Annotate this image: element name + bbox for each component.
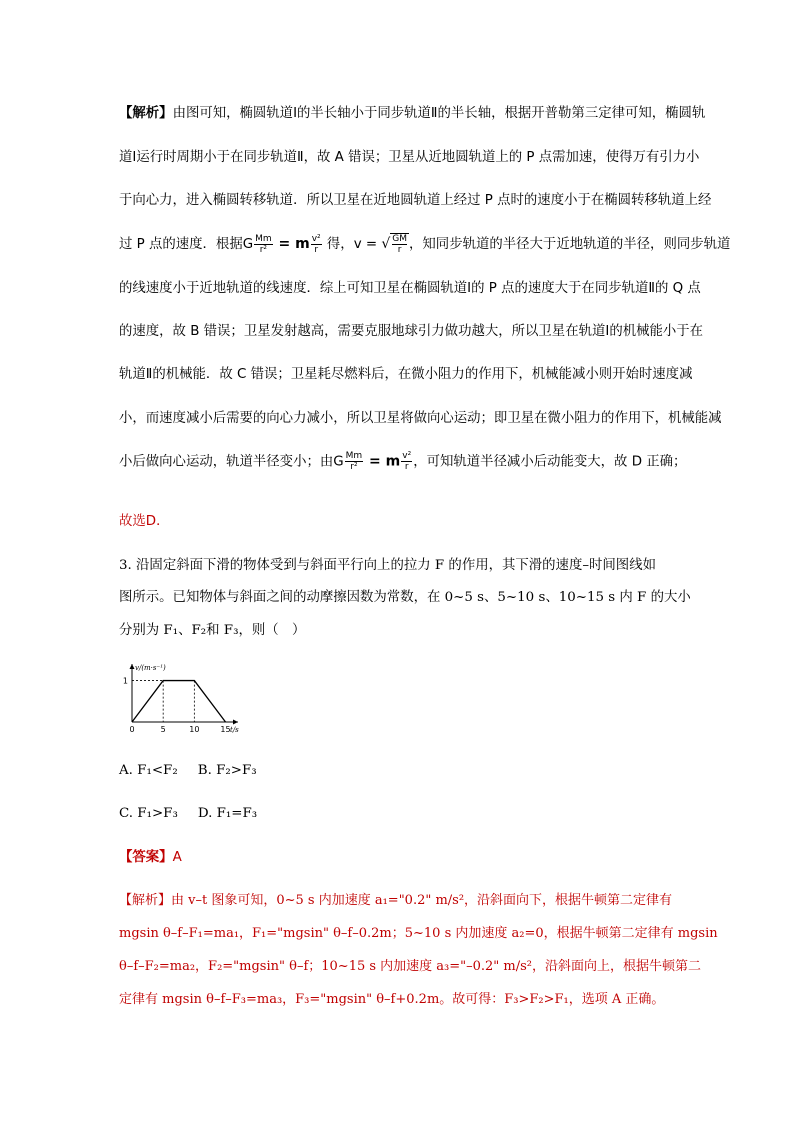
analysis2-line3: θ–f–F₂=ma₂，F₂="mgsin" θ–f；10~15 s 内加速度 a₃="–0.2" m/s²，沿斜面向上，根据牛顿第二 xyxy=(119,959,702,974)
x-axis-label: t/s xyxy=(230,726,239,734)
analysis-label: 【解析】 xyxy=(119,106,173,121)
velocity-series-line xyxy=(132,681,226,722)
option-d[interactable]: D. F₁=F₃ xyxy=(197,806,258,821)
answer-choice-d: 故选D． xyxy=(119,514,170,529)
question3-line2: 图所示。已知物体与斜面之间的动摩擦因数为常数，在 0~5 s、5~10 s、10~15 s 内 F 的大小 xyxy=(119,590,691,605)
x-tick-label: 0 xyxy=(129,725,135,734)
analysis1-line6: 的速度，故 B 错误；卫星发射越高，需要克服地球引力做功越大，所以卫星在轨道Ⅰ的机械能小于在 xyxy=(119,324,704,339)
analysis1-line4: 过 P 点的速度．根据G $\frac{Mm}{\text{r²}}$ = m $\frac{\text{v²}}{r}$ 得，v = √ $\frac{GM}{r}$ ，知同步轨道的半径大于近地轨道的半径，则同步轨道 xyxy=(119,233,731,255)
analysis2-line4: 定律有 mgsin θ–f–F₃=ma₃，F₃="mgsin" θ–f+0.2m。故可得：F₃>F₂>F₁，选项 A 正确。 xyxy=(119,992,665,1007)
y-tick-label: 1 xyxy=(122,676,128,686)
option-row-ab xyxy=(119,761,257,781)
x-tick-label: 5 xyxy=(160,725,166,734)
option-b[interactable]: B. F₂>F₃ xyxy=(197,763,257,778)
analysis1-line3: 于向心力，进入椭圆转移轨道．所以卫星在近地圆轨道上经过 P 点时的速度小于在椭圆转移轨道上经 xyxy=(119,193,712,208)
answer-label: 【答案】 xyxy=(119,850,173,865)
analysis1-line2: 道Ⅰ运行时周期小于在同步轨道Ⅱ，故 A 错误；卫星从近地圆轨道上的 P 点需加速，使得万有引力小 xyxy=(119,150,700,165)
analysis2-line2: mgsin θ–f–F₁=ma₁，F₁="mgsin" θ–f–0.2m；5~10 s 内加速度 a₂=0，根据牛顿第二定律有 mgsin xyxy=(119,926,718,941)
analysis1-line8: 小，而速度减小后需要的向心力减小，所以卫星将做向心运动；即卫星在微小阻力的作用下，机械能减 xyxy=(119,411,722,426)
x-tick-label: 10 xyxy=(189,725,200,734)
analysis1-line9: 小后做向心运动，轨道半径变小；由G $\frac{Mm}{\text{r²}}$ = m $\frac{\text{v²}}{r}$ ，可知轨道半径减小后动能变大，故 D 正确； xyxy=(119,451,687,472)
option-a[interactable]: A. F₁<F₂ xyxy=(119,763,178,778)
x-axis-arrow xyxy=(233,720,238,725)
y-axis-label: v/(m·s⁻¹) xyxy=(135,664,166,672)
velocity-fraction: $\frac{\text{v²}}{r}$ xyxy=(311,233,321,255)
gravity-fraction: $\frac{Mm}{\text{r²}}$ xyxy=(255,233,272,255)
analysis1-line7: 轨道Ⅱ的机械能．故 C 错误；卫星耗尽燃料后，在微小阻力的作用下，机械能减小则开始时速度减 xyxy=(119,367,693,382)
velocity-time-chart xyxy=(120,660,250,740)
answer-line xyxy=(119,848,182,868)
question3-line1: 3. 沿固定斜面下滑的物体受到与斜面平行向上的拉力 F 的作用，其下滑的速度–时间图线如 xyxy=(119,558,656,573)
sqrt-expression: $\frac{GM}{r}$ xyxy=(392,234,408,255)
velocity-fraction-2: $\frac{\text{v²}}{r}$ xyxy=(402,451,412,472)
y-axis-arrow xyxy=(130,664,135,669)
x-tick-label: 15 xyxy=(220,725,231,734)
gravity-fraction-2: $\frac{Mm}{\text{r²}}$ xyxy=(345,451,363,472)
answer-value: A xyxy=(172,850,182,865)
analysis1-line1: 【解析】由图可知，椭圆轨道Ⅰ的半长轴小于同步轨道Ⅱ的半长轴，根据开普勒第三定律可知，椭圆轨 xyxy=(119,106,706,121)
analysis2-line1: 【解析】由 v–t 图象可知，0~5 s 内加速度 a₁="0.2" m/s²，沿斜面向下，根据牛顿第二定律有 xyxy=(119,893,673,908)
analysis1-line5: 的线速度小于近地轨道的线速度．综上可知卫星在椭圆轨道Ⅰ的 P 点的速度大于在同步轨道Ⅱ的 Q 点 xyxy=(119,281,701,296)
question3-line3: 分别为 F₁、F₂和 F₃，则（ ） xyxy=(119,623,306,638)
option-row-cd xyxy=(119,804,257,824)
option-c[interactable]: C. F₁>F₃ xyxy=(119,806,178,821)
